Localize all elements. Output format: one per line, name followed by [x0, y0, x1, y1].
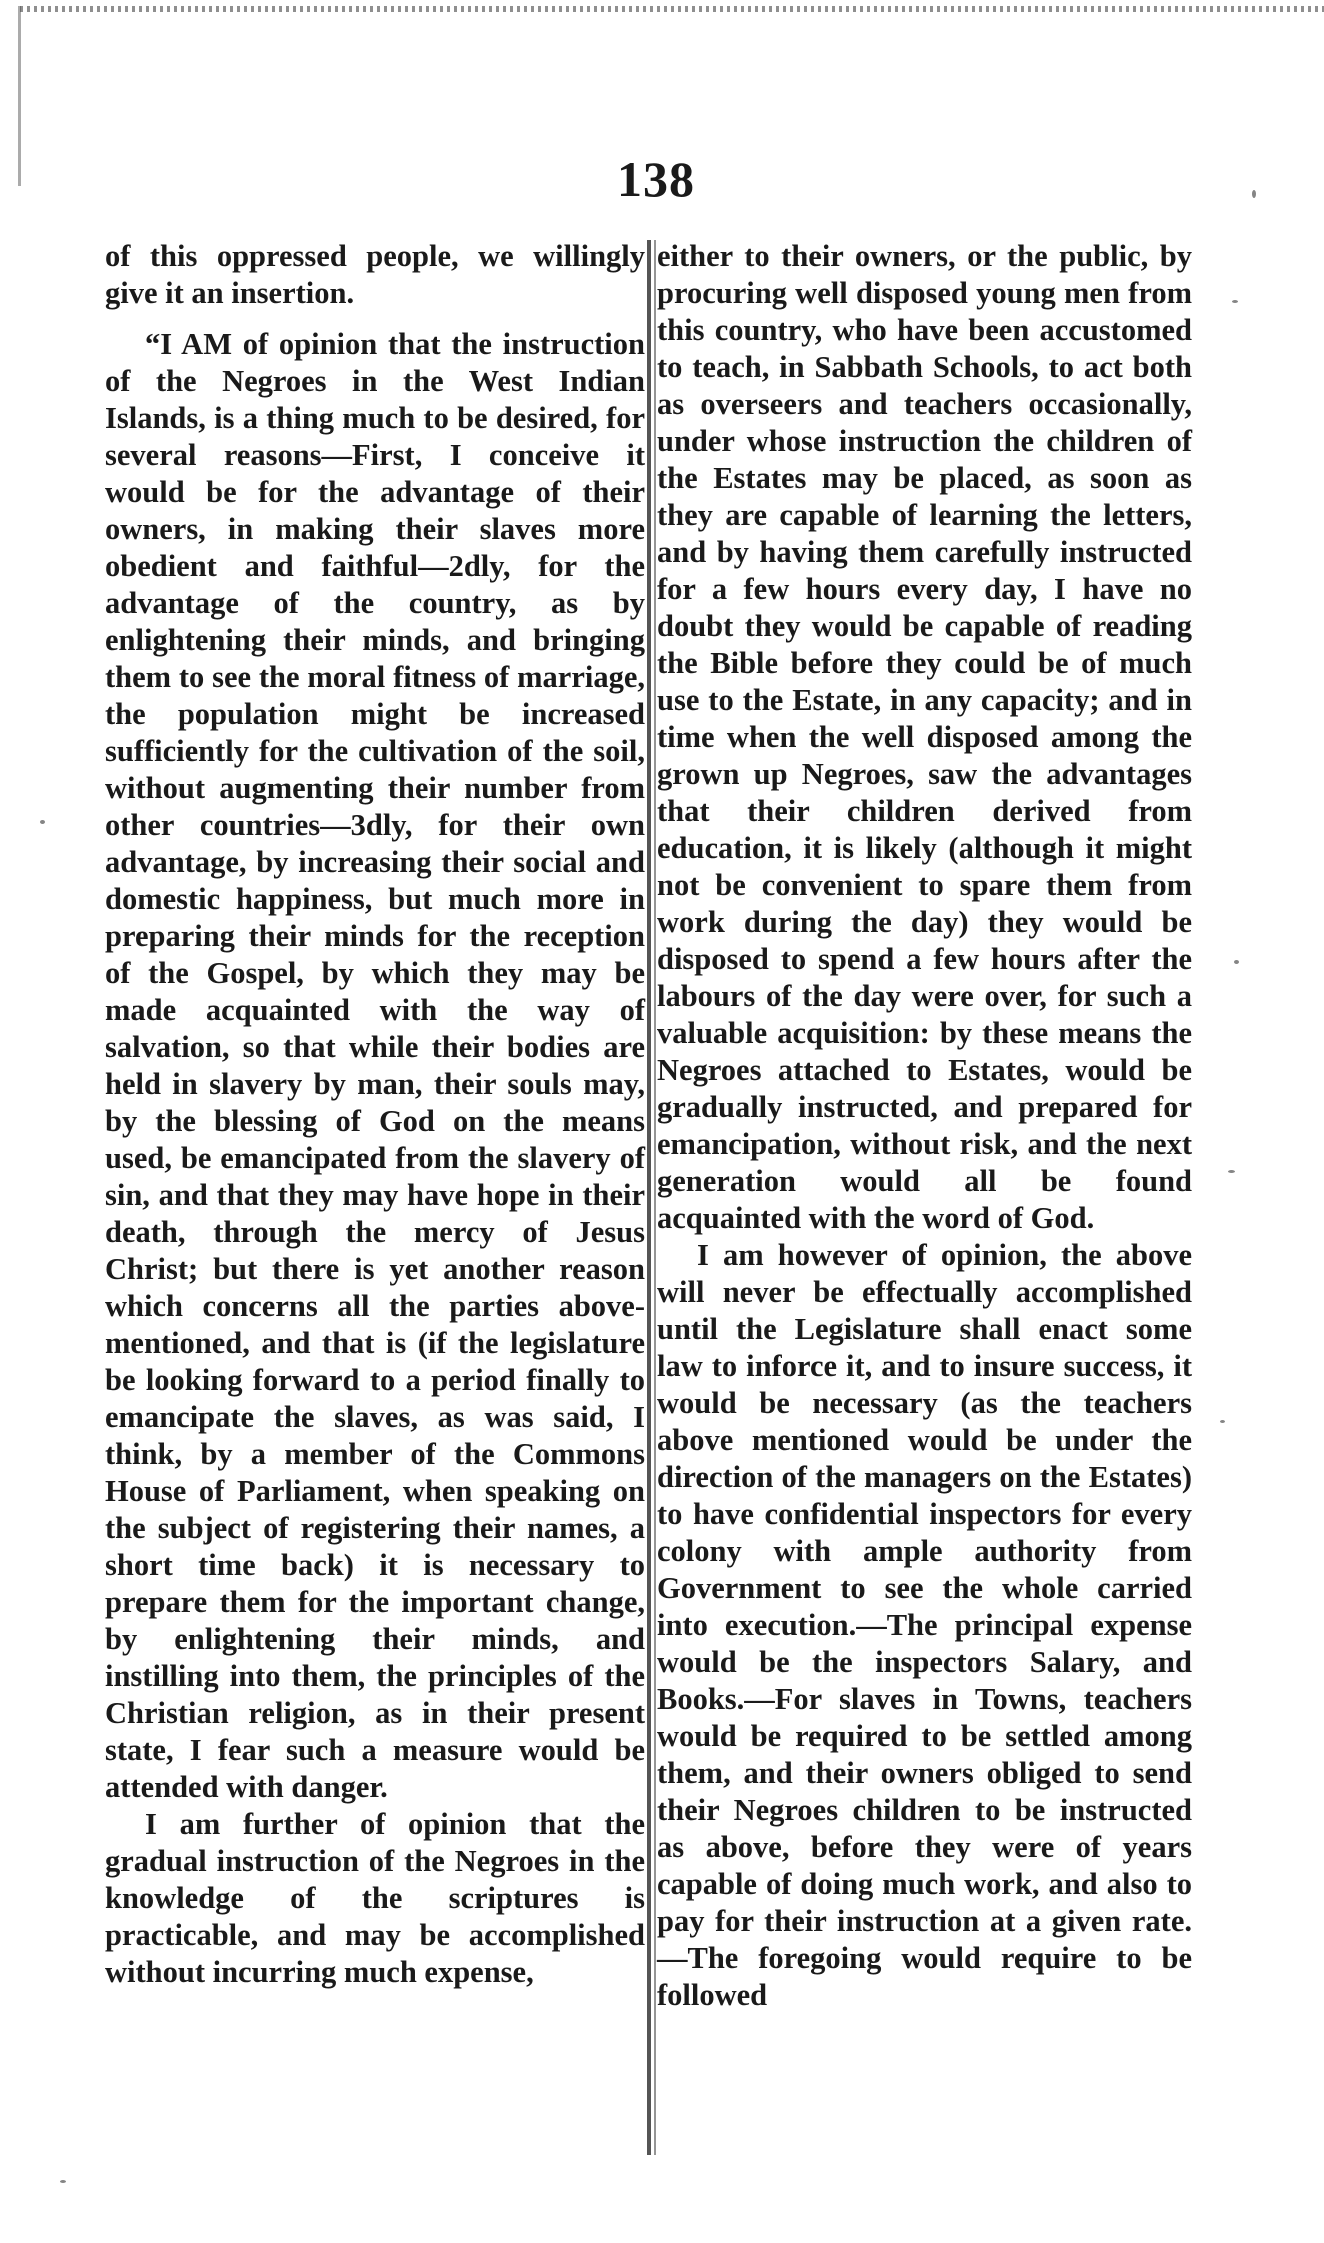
column-divider-inner	[654, 240, 656, 2155]
right-column	[657, 238, 1192, 2014]
left-column	[105, 238, 645, 1991]
ink-speck	[1220, 1420, 1225, 1423]
ink-speck	[40, 820, 45, 824]
ink-speck	[60, 2180, 66, 2183]
ink-speck	[1228, 1170, 1235, 1173]
left-border	[18, 6, 21, 186]
left-paragraph-2: “I AM of opinion that the instruction of the Negroes in the West Indian Islands, is a thing much to be desired, for several reasons—First, I conceive it would be for the advantage of their owners, in making their slaves more obedient and faithful—2dly, for the advantage of the country, as by enlightening their minds, and bringing them to see the moral fitness of marriage, the population might be increased sufficiently for the cultivation of the soil, without augmenting their number from other countries—3dly, for their own advantage, by increasing their social and domestic happiness, but much more in preparing their minds for the reception of the Gospel, by which they may be made acquainted with the way of salvation, so that while their bodies are held in slavery by man, their souls may, by the blessing of God on the means used, be emancipated from the slavery of sin, and that they may have hope in their death, through the mercy of Jesus Christ; but there is yet another reason which concerns all the parties above-mentioned, and that is (if the legislature be looking forward to a period finally to emancipate the slaves, as was said, I think, by a member of the Commons House of Parliament, when speaking on the subject of registering their names, a short time back) it is necessary to prepare them for the important change, by enlightening their minds, and instilling into them, the principles of the Christian religion, as in their present state, I fear such a measure would be attended with danger.	[105, 327, 645, 1804]
column-divider	[647, 240, 651, 2155]
left-paragraph-3: I am further of opinion that the gradual instruction of the Negroes in the knowledge of the scriptures is practicable, and may be accomplished without incurring much expense,	[105, 1807, 645, 1989]
top-border	[20, 6, 1324, 12]
ink-speck	[1232, 300, 1238, 303]
page-number: 138	[617, 151, 695, 207]
right-paragraph-2: I am however of opinion, the above will never be effectually accomplished until the Legislature shall enact some law to inforce it, and to insure success, it would be necessary (as the teachers above mentioned would be under the direction of the managers on the Estates) to have confidential inspectors for every colony with ample authority from Government to see the whole carried into execution.—The principal expense would be the inspectors Salary, and Books.—For slaves in Towns, teachers would be required to be settled among them, and their owners obliged to send their Negroes children to be instructed as above, before they were of years capable of doing much work, and also to pay for their instruction at a given rate.—The foregoing would require to be followed	[657, 1238, 1192, 2012]
ink-speck	[1234, 960, 1239, 964]
left-paragraph-1: of this oppressed people, we willingly give it an insertion.	[105, 239, 645, 310]
ink-speck	[1252, 190, 1256, 198]
right-paragraph-1: either to their owners, or the public, by procuring well disposed young men from this country, who have been accustomed to teach, in Sabbath Schools, to act both as overseers and teachers occasionally, under whose instruction the children of the Estates may be placed, as soon as they are capable of learning the letters, and by having them carefully instructed for a few hours every day, I have no doubt they would be capable of reading the Bible before they could be of much use to the Estate, in any capacity; and in time when the well disposed among the grown up Negroes, saw the advantages that their children derived from education, it is likely (although it might not be convenient to spare them from work during the day) they would be disposed to spend a few hours after the labours of the day were over, for such a valuable acquisition: by these means the Negroes attached to Estates, would be gradually instructed, and prepared for emancipation, without risk, and the next generation would all be found acquainted with the word of God.	[657, 239, 1192, 1235]
